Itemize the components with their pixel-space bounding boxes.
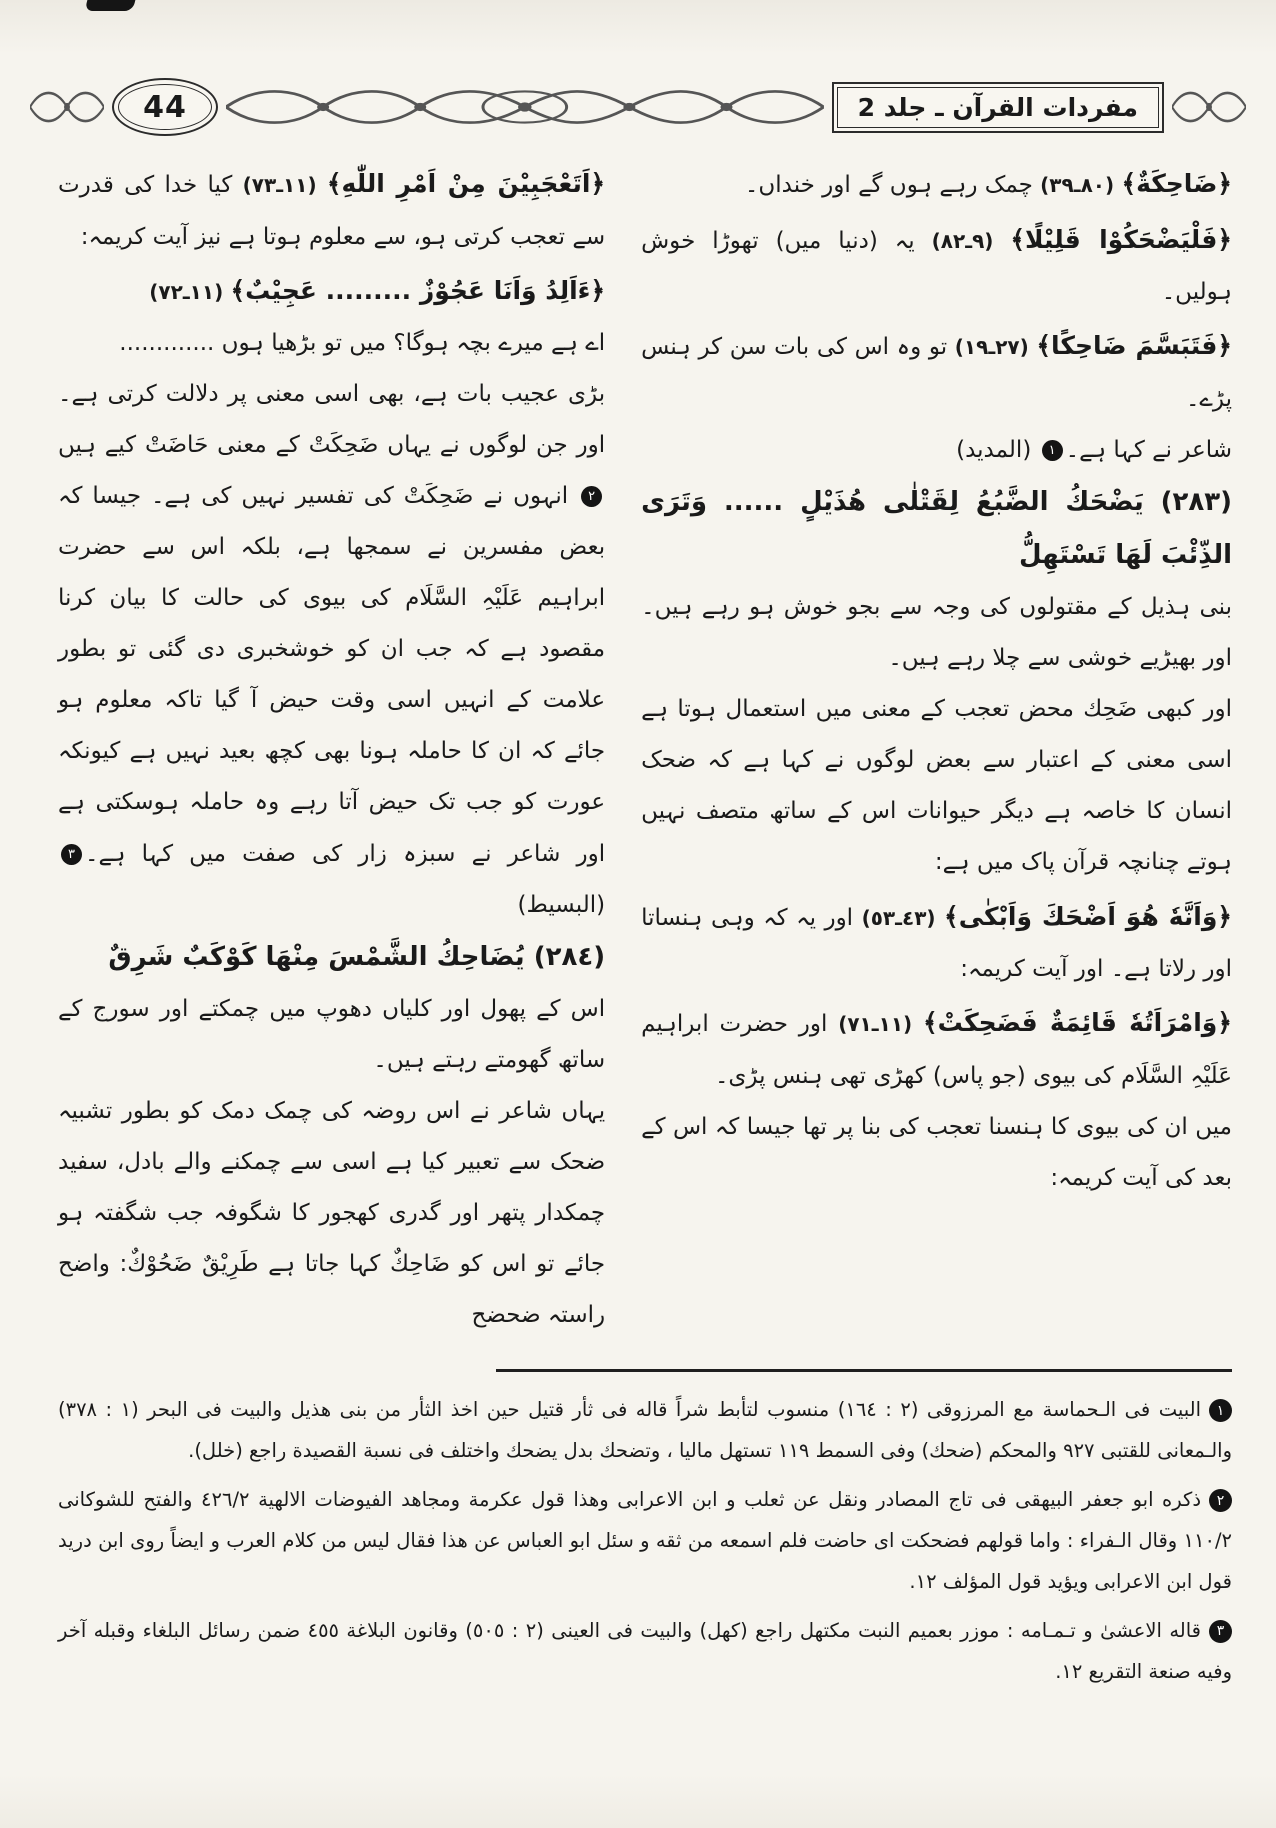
book-title-box <box>832 82 1164 133</box>
paragraph-commentary: اور کبھی ضَحِك محض تعجب کے معنی میں استعمال ہوتا ہے اسی معنی کے اعتبار سے بعض لوگوں نے کہا ہے کہ ضحک انسان کا خاصہ ہے دیگر حیوانات اس کے ساتھ متصف نہیں ہوتے چنانچہ قرآن پاک میں ہے: <box>641 696 1232 876</box>
footnote-ref-3: ٣ <box>61 844 82 865</box>
paragraph-quran-quote <box>58 156 605 263</box>
ornament-left-edge-icon <box>30 80 104 134</box>
footnote-3 <box>58 1611 1232 1693</box>
footnote-text-2: ذكره ابو جعفر البيهقی فی تاج المصادر ونقل عن ثعلب و ابن الاعرابی وهذا قول عكرمة ومجاهد الفيوضات الالهية ٤٢٦/٢ والفتح للشوكانی ١١٠/٢ وقال الـفراء : واما قولهم فضحكت ای حاضت فلم اسمعه من ثقه و سئل ابو العباس عن هذا فقال ليس من كلام العرب و ايضاً روى ابن دريد قول ابن الاعرابی ويؤيد قول المؤلف ١٢. <box>58 1488 1232 1593</box>
footnote-2 <box>58 1480 1232 1603</box>
paragraph-quran-quote <box>641 156 1232 212</box>
body-text: انہوں نے ضَحِکَتْ کی تفسیر نہیں کی ہے۔ جیسا کہ بعض مفسرین نے سمجھا ہے، بلکہ اس سے حضرت ابراہیم عَلَیْہِ السَّلَام کی بیوی کی حالت کا بیان کرنا مقصود ہے کہ جب ان کو خوشخبری دی گئی تو بطور علامت کے انہیں اسی وقت حیض آ گیا تاکہ معلوم ہو جائے کہ ان کا حاملہ ہونا بھی کچھ بعید نہیں ہے کیونکہ عورت کو جب تک حیض آتا رہے وہ حاملہ ہوسکتی ہے اور شاعر نے سبزہ زار کی صفت میں کہا ہے۔ <box>58 483 606 867</box>
footnote-marker-3: ٣ <box>1209 1620 1232 1643</box>
translation-text: یہ (دنیا میں) تھوڑا خوش ہولیں۔ <box>641 227 1232 305</box>
paragraph-translation: اے ہے میرے بچہ ہوگا؟ میں تو بڑھیا ہوں ............. <box>119 330 606 357</box>
footnote-ref-2: ٢ <box>581 486 602 507</box>
translation-text: اور حضرت ابراہیم عَلَیْہِ السَّلَام کی بیوی (جو پاس) کھڑی تھی ہنس پڑی۔ <box>641 1011 1232 1089</box>
page-number: 44 <box>143 89 187 125</box>
page-header <box>30 74 1246 140</box>
quran-quote: ﴿ءَاَلِدُ وَاَنَا عَجُوْزٌ ......... عَجِيْبٌ﴾ <box>230 275 606 305</box>
footnote-text-3: قاله الاعشىٰ و تـمـامه : موزر بعميم النبت مكتهل راجع (كهل) والبيت فی العينی (٢ : ٥٠٥) وقانون البلاغة ٤٥٥ ضمن رسائل البلغاء وقبله آخر وفيه صنعة التقريع ١٢. <box>58 1618 1232 1683</box>
arabic-verse-283: (٢٨٣) يَضْحَكُ الضَّبُعُ لِقَتْلٰى هُذَيْلٍ ...... وَتَرَى الذِّئْبَ لَهَا تَسْتَهِلُّ <box>641 486 1232 570</box>
page-body <box>0 140 1276 1341</box>
meter-name: (البسیط) <box>517 891 606 918</box>
verse-ref: (٤٣ـ٥٣) <box>861 905 936 930</box>
quran-quote: ﴿وَامْرَاَتُهٗ قَائِمَةٌ فَضَحِكَتْ﴾ <box>922 1008 1232 1038</box>
footnote-ref-1: ١ <box>1042 440 1063 461</box>
quran-quote: ﴿وَاَنَّهٗ هُوَ اَضْحَكَ وَاَبْكٰى﴾ <box>944 901 1233 931</box>
footnote-text-1: البیت فی الـحماسة مع المرزوقی (٢ : ١٦٤) منسوب لتأبط شراً قاله فی ثأر قتيل حين اخذ الثأر من بنی هذيل والبيت فی البحر (١ : ٣٧٨) والـمعانی للقتبی ٩٢٧ والمحكم (ضحك) وفی السمط ١١٩ تستهل ماليا ، وتضحك بدل يضحك واختلف فی نسبة القصيدة راجع (خلل). <box>58 1398 1232 1463</box>
page-number-badge <box>112 78 218 136</box>
ornament-center-icon <box>226 80 824 134</box>
paragraph-verse-translation: اس کے پھول اور کلیاں دھوپ میں چمکتے اور سورج کے ساتھ گھومتے رہتے ہیں۔ <box>58 995 606 1073</box>
paragraph-verse-translation: بنی ہذیل کے مقتولوں کی وجہ سے بجو خوش ہو رہے ہیں۔ اور بھیڑیے خوشی سے چلا رہے ہیں۔ <box>641 594 1232 672</box>
paragraph-quran-quote <box>641 995 1232 1102</box>
translation-text: چمک رہے ہوں گے اور خنداں۔ <box>744 172 1033 198</box>
page-number-badge-inner <box>118 84 212 130</box>
column-right <box>641 156 1232 1341</box>
quran-quote: ﴿فَلْيَضْحَكُوْا قَلِيْلًا﴾ <box>1010 224 1233 254</box>
paragraph-poet-intro <box>641 425 1232 476</box>
verse-ref: (١١ـ٧٣) <box>242 173 317 197</box>
paragraph-quran-quote <box>641 212 1232 319</box>
translation-text: اور یہ کہ وہی ہنساتا اور رلاتا ہے۔ اور آیت کریمہ: <box>641 904 1232 983</box>
paragraph-commentary: میں ان کی بیوی کا ہنسنا تعجب کی بنا پر تھا جیسا کہ اس کے بعد کی آیت کریمہ: <box>641 1113 1232 1191</box>
verse-ref: (١١ـ٧٢) <box>149 279 224 304</box>
verse-ref: (٨٠ـ٣٩) <box>1040 173 1115 197</box>
paragraph-quran-quote <box>641 318 1232 425</box>
verse-ref: (٩ـ٨٢) <box>931 228 994 253</box>
scan-artifact <box>85 0 136 11</box>
footnote-marker-2: ٢ <box>1209 1489 1232 1512</box>
body-text: بڑی عجیب بات ہے، بھی اسی معنی پر دلالت کرتی ہے۔ اور جن لوگوں نے یہاں ضَحِکَتْ کے معنی حَاضَتْ کیے ہیں <box>58 381 606 459</box>
quran-quote: ﴿فَتَبَسَّمَ ضَاحِكًا﴾ <box>1036 331 1232 361</box>
footnotes-section <box>0 1372 1276 1693</box>
paragraph-commentary: یہاں شاعر نے اس روضہ کی چمک دمک کو بطور تشبیہ ضحک سے تعبیر کیا ہے اسی سے چمکنے والے بادل، سفید چمکدار پتھر اور گدری کھجور کا شگوفہ جب شگفتہ ہو جائے تو اس کو ضَاحِكٌ کہا جاتا ہے طَرِيْقٌ ضَحُوْكٌ: واضح راستہ ضحضح <box>58 1098 606 1329</box>
column-left <box>58 156 605 1341</box>
ornament-right-edge-icon <box>1172 80 1246 134</box>
book-title: مفردات القرآن ـ جلد 2 <box>857 92 1138 122</box>
paragraph-commentary <box>58 369 605 931</box>
verse-ref: (١١ـ٧١) <box>838 1012 913 1037</box>
footnote-marker-1: ١ <box>1209 1399 1232 1422</box>
verse-ref: (٢٧ـ١٩) <box>954 335 1029 360</box>
paragraph-quran-quote <box>58 263 605 319</box>
arabic-verse-284: (٢٨٤) يُضَاحِكُ الشَّمْسَ مِنْهَا كَوْكَبٌ شَرِقٌ <box>108 941 606 972</box>
translation-text: کیا خدا کی قدرت سے تعجب کرتی ہو، سے معلوم ہوتا ہے نیز آیت کریمہ: <box>58 172 606 250</box>
body-text: شاعر نے کہا ہے۔ <box>1065 436 1232 463</box>
quran-quote: ﴿ضَاحِكَةٌ﴾ <box>1121 169 1232 198</box>
meter-name: (المدید) <box>956 436 1032 463</box>
quran-quote: ﴿اَتَعْجَبِيْنَ مِنْ اَمْرِ اللّٰهِ﴾ <box>326 169 606 198</box>
translation-text: تو وہ اس کی بات سن کر ہنس پڑے۔ <box>641 334 1232 412</box>
paragraph-quran-quote <box>641 889 1232 996</box>
book-title-box-inner <box>837 87 1159 128</box>
footnote-1 <box>58 1390 1232 1472</box>
